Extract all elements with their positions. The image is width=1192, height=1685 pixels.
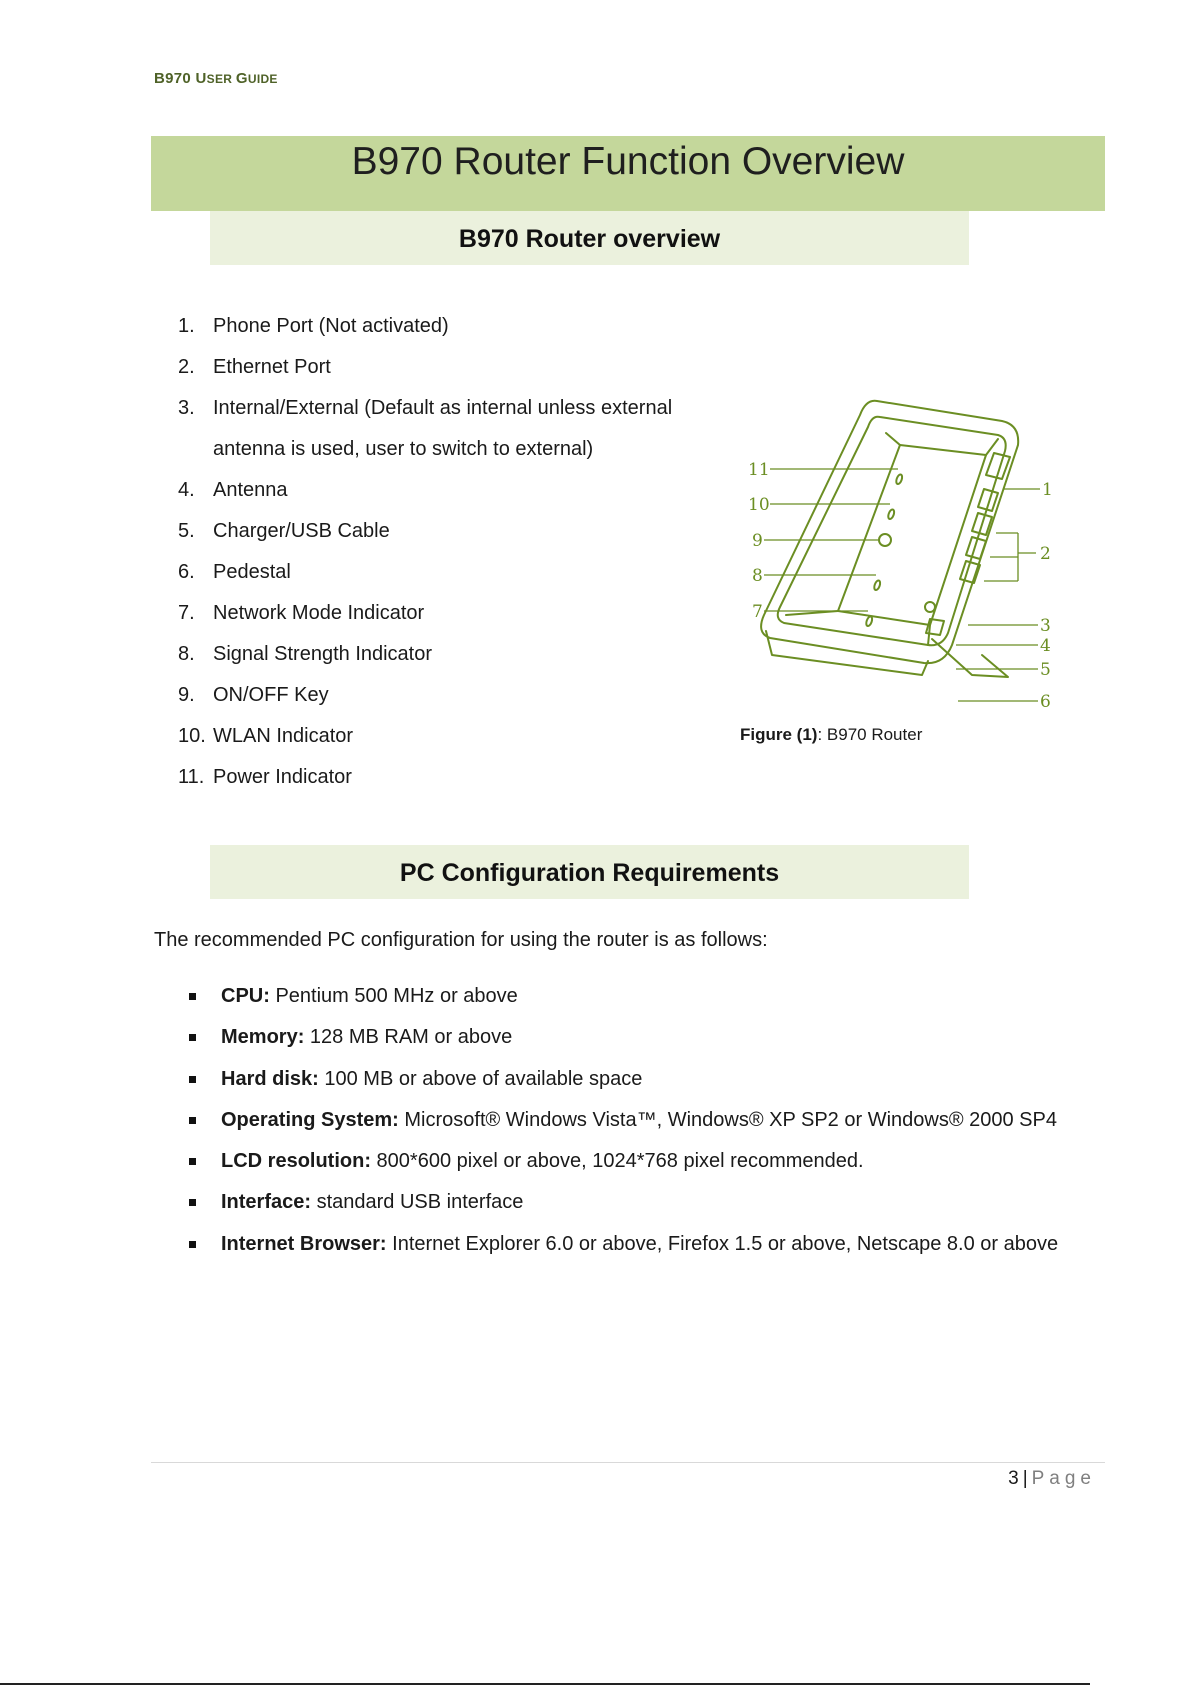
- list-item: [178, 347, 718, 388]
- list-item-number: 8.: [178, 643, 195, 665]
- list-item-number: 11.: [178, 766, 205, 788]
- section-heading-pc-config: PC Configuration Requirements: [210, 845, 969, 899]
- requirement-label: Interface:: [221, 1191, 312, 1214]
- requirement-label: Memory:: [221, 1026, 305, 1049]
- requirement-item: [188, 1100, 1108, 1141]
- list-item-number: 9.: [178, 684, 195, 706]
- footer-divider: [151, 1462, 1105, 1463]
- list-item: [178, 470, 718, 511]
- callout-7: 7: [752, 602, 763, 622]
- list-item-number: 4.: [178, 479, 195, 501]
- section-heading-router-overview: B970 Router overview: [210, 211, 969, 265]
- list-item-number: 2.: [178, 356, 195, 378]
- bullet-square-icon: [189, 993, 196, 1000]
- list-item-number: 10.: [178, 725, 206, 747]
- bullet-square-icon: [189, 1117, 196, 1124]
- list-item: [178, 552, 718, 593]
- requirement-value: 100 MB or above of available space: [318, 1067, 643, 1090]
- requirement-value: Microsoft® Windows Vista™, Windows® XP SP2 or Windows® 2000 SP4: [398, 1108, 1057, 1131]
- requirement-label: Hard disk:: [221, 1067, 319, 1090]
- page-title: B970 Router Function Overview: [351, 140, 905, 183]
- requirement-item: [188, 976, 1108, 1017]
- list-item-text: Pedestal: [213, 561, 291, 583]
- list-item: [178, 675, 718, 716]
- config-intro-text: The recommended PC configuration for using the router is as follows:: [154, 929, 768, 951]
- list-item: [178, 634, 718, 675]
- list-item-text: ON/OFF Key: [213, 684, 329, 706]
- bullet-square-icon: [189, 1076, 196, 1083]
- requirement-item: [188, 1224, 1108, 1265]
- running-header: B970 USER GUIDE: [154, 70, 278, 87]
- list-item-text: Antenna: [213, 479, 288, 501]
- requirement-value: 800*600 pixel or above, 1024*768 pixel recommended.: [371, 1150, 864, 1173]
- list-item-text: Phone Port (Not activated): [213, 315, 449, 337]
- requirement-item: [188, 1059, 1108, 1100]
- list-item: [178, 593, 718, 634]
- requirement-label: Operating System:: [221, 1108, 399, 1131]
- list-item-text: Power Indicator: [213, 766, 352, 788]
- list-item-number: 3.: [178, 397, 195, 419]
- callout-10: 10: [748, 495, 770, 515]
- list-item-number: 1.: [178, 315, 195, 337]
- list-item-text: WLAN Indicator: [213, 725, 354, 747]
- callout-9: 9: [752, 531, 763, 551]
- bullet-square-icon: [189, 1158, 196, 1165]
- list-item: [178, 511, 718, 552]
- page-number: 3 | Page: [1008, 1468, 1096, 1489]
- list-item-text: Network Mode Indicator: [213, 602, 425, 624]
- callout-1: 1: [1042, 480, 1053, 500]
- requirement-item: [188, 1182, 1108, 1223]
- list-item: [178, 716, 718, 757]
- callout-4: 4: [1040, 636, 1051, 656]
- list-item-number: 5.: [178, 520, 195, 542]
- router-parts-list: [178, 306, 718, 798]
- bullet-square-icon: [189, 1034, 196, 1041]
- callout-11: 11: [748, 460, 770, 480]
- list-item-number: 7.: [178, 602, 195, 624]
- bullet-square-icon: [189, 1199, 196, 1206]
- callout-8: 8: [752, 566, 763, 586]
- figure-caption: Figure (1): B970 Router: [740, 725, 923, 744]
- page-title-band: [151, 136, 1105, 211]
- requirement-label: Internet Browser:: [221, 1232, 387, 1255]
- list-item-text: Internal/External (Default as internal unless external antenna is used, user to switch to external): [213, 397, 673, 460]
- list-item-text: Charger/USB Cable: [213, 520, 390, 542]
- list-item-text: Ethernet Port: [213, 356, 331, 378]
- requirement-value: standard USB interface: [311, 1191, 524, 1214]
- requirement-item: [188, 1017, 1108, 1058]
- requirement-label: LCD resolution:: [221, 1150, 371, 1173]
- list-item: [178, 757, 718, 798]
- list-item-number: 6.: [178, 561, 195, 583]
- requirement-label: CPU:: [221, 985, 270, 1007]
- callout-5: 5: [1040, 660, 1051, 680]
- requirement-value: Pentium 500 MHz or above: [269, 985, 518, 1007]
- requirement-value: 128 MB RAM or above: [304, 1026, 513, 1049]
- callout-2: 2: [1040, 544, 1051, 564]
- router-diagram-image: [742, 393, 1062, 713]
- pc-requirements-list: [188, 976, 1108, 1265]
- list-item: [178, 388, 718, 470]
- list-item-text: Signal Strength Indicator: [213, 643, 433, 665]
- list-item: [178, 306, 718, 347]
- bullet-square-icon: [189, 1241, 196, 1248]
- requirement-item: [188, 1141, 1108, 1182]
- callout-6: 6: [1040, 692, 1051, 712]
- callout-3: 3: [1040, 616, 1051, 636]
- requirement-value: Internet Explorer 6.0 or above, Firefox 1.5 or above, Netscape 8.0 or above: [386, 1232, 1059, 1255]
